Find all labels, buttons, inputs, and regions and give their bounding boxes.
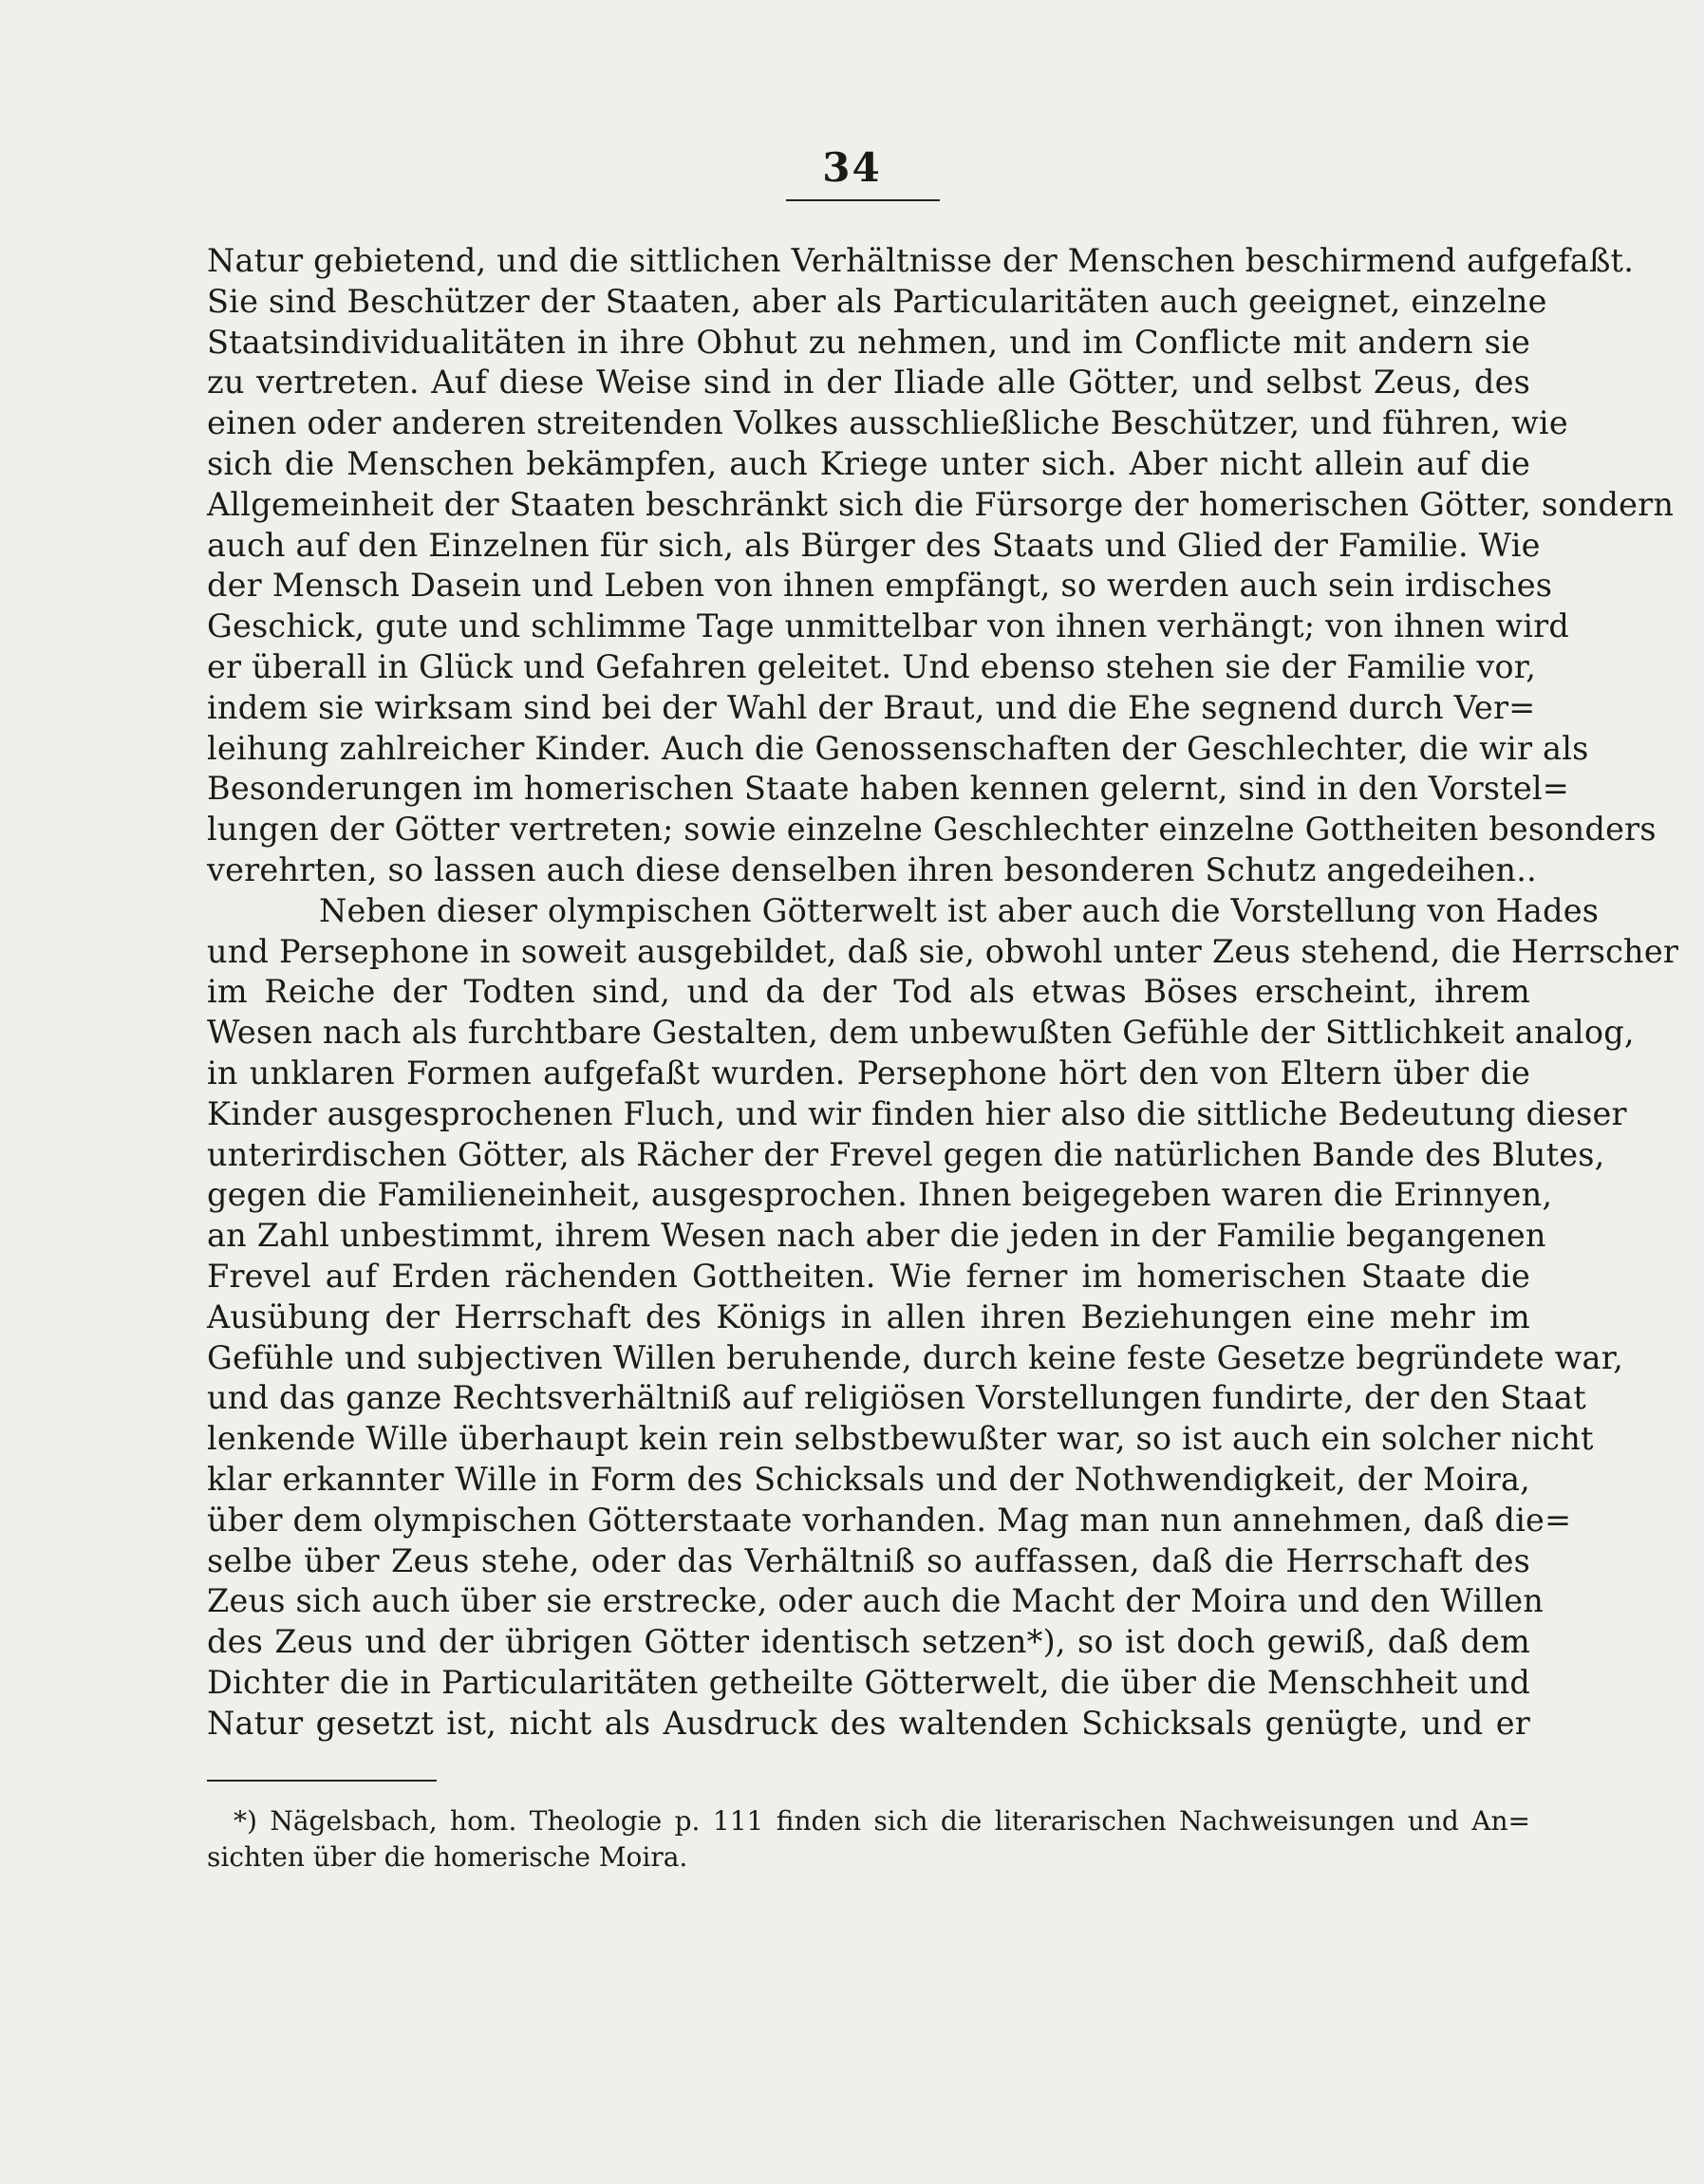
footnote-line: *) Nägelsbach, hom. Theologie p. 111 finden sich die literarischen Nachweisungen und An=: [234, 1805, 1530, 1837]
text-line: Geschick, gute und schlimme Tage unmittelbar von ihnen verhängt; von ihnen wird: [207, 607, 1570, 645]
footnote: [207, 1803, 1530, 1876]
text-line: lungen der Götter vertreten; sowie einzelne Geschlechter einzelne Gottheiten besonders: [207, 811, 1657, 849]
text-line: an Zahl unbestimmt, ihrem Wesen nach aber die jeden in der Familie begangenen: [207, 1217, 1546, 1255]
text-line: Natur gebietend, und die sittlichen Verhältnisse der Menschen beschirmend aufgefaßt.: [207, 242, 1635, 279]
body-text: [207, 241, 1679, 1744]
text-line: Natur gesetzt ist, nicht als Ausdruck des waltenden Schicksals genügte, und er: [207, 1704, 1530, 1742]
text-line: der Mensch Dasein und Leben von ihnen empfängt, so werden auch sein irdisches: [207, 567, 1553, 605]
text-line: Staatsindividualitäten in ihre Obhut zu nehmen, und im Conflicte mit andern sie: [207, 323, 1530, 361]
footnote-rule: [207, 1780, 437, 1782]
text-line: selbe über Zeus stehe, oder das Verhältniß so auffassen, daß die Herrschaft des: [207, 1541, 1530, 1579]
text-line: gegen die Familieneinheit, ausgesprochen. Ihnen beigegeben waren die Erinnyen,: [207, 1176, 1553, 1214]
paragraph: [207, 241, 1675, 891]
text-line: unterirdischen Götter, als Rächer der Frevel gegen die natürlichen Bande des Blutes,: [207, 1135, 1605, 1173]
text-line: in unklaren Formen aufgefaßt wurden. Persephone hört den von Eltern über die: [207, 1054, 1530, 1092]
text-line: Neben dieser olympischen Götterwelt ist aber auch die Vorstellung von Hades: [319, 891, 1600, 929]
text-line: Gefühle und subjectiven Willen beruhende, durch keine feste Gesetze begründete war,: [207, 1338, 1624, 1376]
footnote-line: sichten über die homerische Moira.: [207, 1841, 688, 1873]
text-line: auch auf den Einzelnen für sich, als Bürger des Staats und Glied der Familie. Wie: [207, 526, 1541, 564]
text-line: Wesen nach als furchtbare Gestalten, dem unbewußten Gefühle der Sittlichkeit analog,: [207, 1014, 1635, 1052]
text-line: Ausübung der Herrschaft des Königs in allen ihren Beziehungen eine mehr im: [207, 1297, 1530, 1335]
text-line: einen oder anderen streitenden Volkes ausschließliche Beschützer, und führen, wie: [207, 404, 1568, 442]
text-line: und Persephone in soweit ausgebildet, daß sie, obwohl unter Zeus stehend, die Herrscher: [207, 932, 1679, 970]
text-line: sich die Menschen bekämpfen, auch Kriege unter sich. Aber nicht allein auf die: [207, 444, 1530, 482]
text-line: des Zeus und der übrigen Götter identisch setzen*), so ist doch gewiß, daß dem: [207, 1623, 1530, 1661]
text-line: verehrten, so lassen auch diese denselben ihren besonderen Schutz angedeihen..: [207, 850, 1537, 888]
text-line: Allgemeinheit der Staaten beschränkt sich die Fürsorge der homerischen Götter, sondern: [207, 485, 1675, 523]
footnotes: [207, 1803, 1530, 1876]
text-line: klar erkannter Wille in Form des Schicksals und der Nothwendigkeit, der Moira,: [207, 1460, 1530, 1498]
text-line: im Reiche der Todten sind, und da der Tod als etwas Böses erscheint, ihrem: [207, 973, 1530, 1011]
text-line: über dem olympischen Götterstaate vorhanden. Mag man nun annehmen, daß die=: [207, 1501, 1572, 1539]
page-number-rule: [786, 199, 940, 201]
text-line: Sie sind Beschützer der Staaten, aber als Particularitäten auch geeignet, einzelne: [207, 282, 1547, 320]
text-line: Zeus sich auch über sie erstrecke, oder auch die Macht der Moira und den Willen: [207, 1582, 1545, 1620]
text-line: zu vertreten. Auf diese Weise sind in der Iliade alle Götter, und selbst Zeus, des: [207, 364, 1530, 401]
text-line: lenkende Wille überhaupt kein rein selbstbewußter war, so ist auch ein solcher nicht: [207, 1420, 1594, 1458]
text-line: Dichter die in Particularitäten getheilte Götterwelt, die über die Menschheit und: [207, 1663, 1530, 1701]
paragraph: [207, 891, 1679, 1745]
text-line: er überall in Glück und Gefahren geleitet. Und ebenso stehen sie der Familie vor,: [207, 647, 1537, 685]
text-line: Frevel auf Erden rächenden Gottheiten. Wie ferner im homerischen Staate die: [207, 1257, 1530, 1295]
text-line: Besonderungen im homerischen Staate haben kennen gelernt, sind in den Vorstel=: [207, 770, 1570, 808]
page-number: 34: [822, 144, 882, 191]
text-line: und das ganze Rechtsverhältniß auf religiösen Vorstellungen fundirte, der den Staat: [207, 1379, 1586, 1417]
text-line: Kinder ausgesprochenen Fluch, und wir finden hier also die sittliche Bedeutung dieser: [207, 1094, 1627, 1132]
text-line: indem sie wirksam sind bei der Wahl der Braut, und die Ehe segnend durch Ver=: [207, 688, 1536, 726]
text-line: leihung zahlreicher Kinder. Auch die Genossenschaften der Geschlechter, die wir als: [207, 729, 1589, 767]
